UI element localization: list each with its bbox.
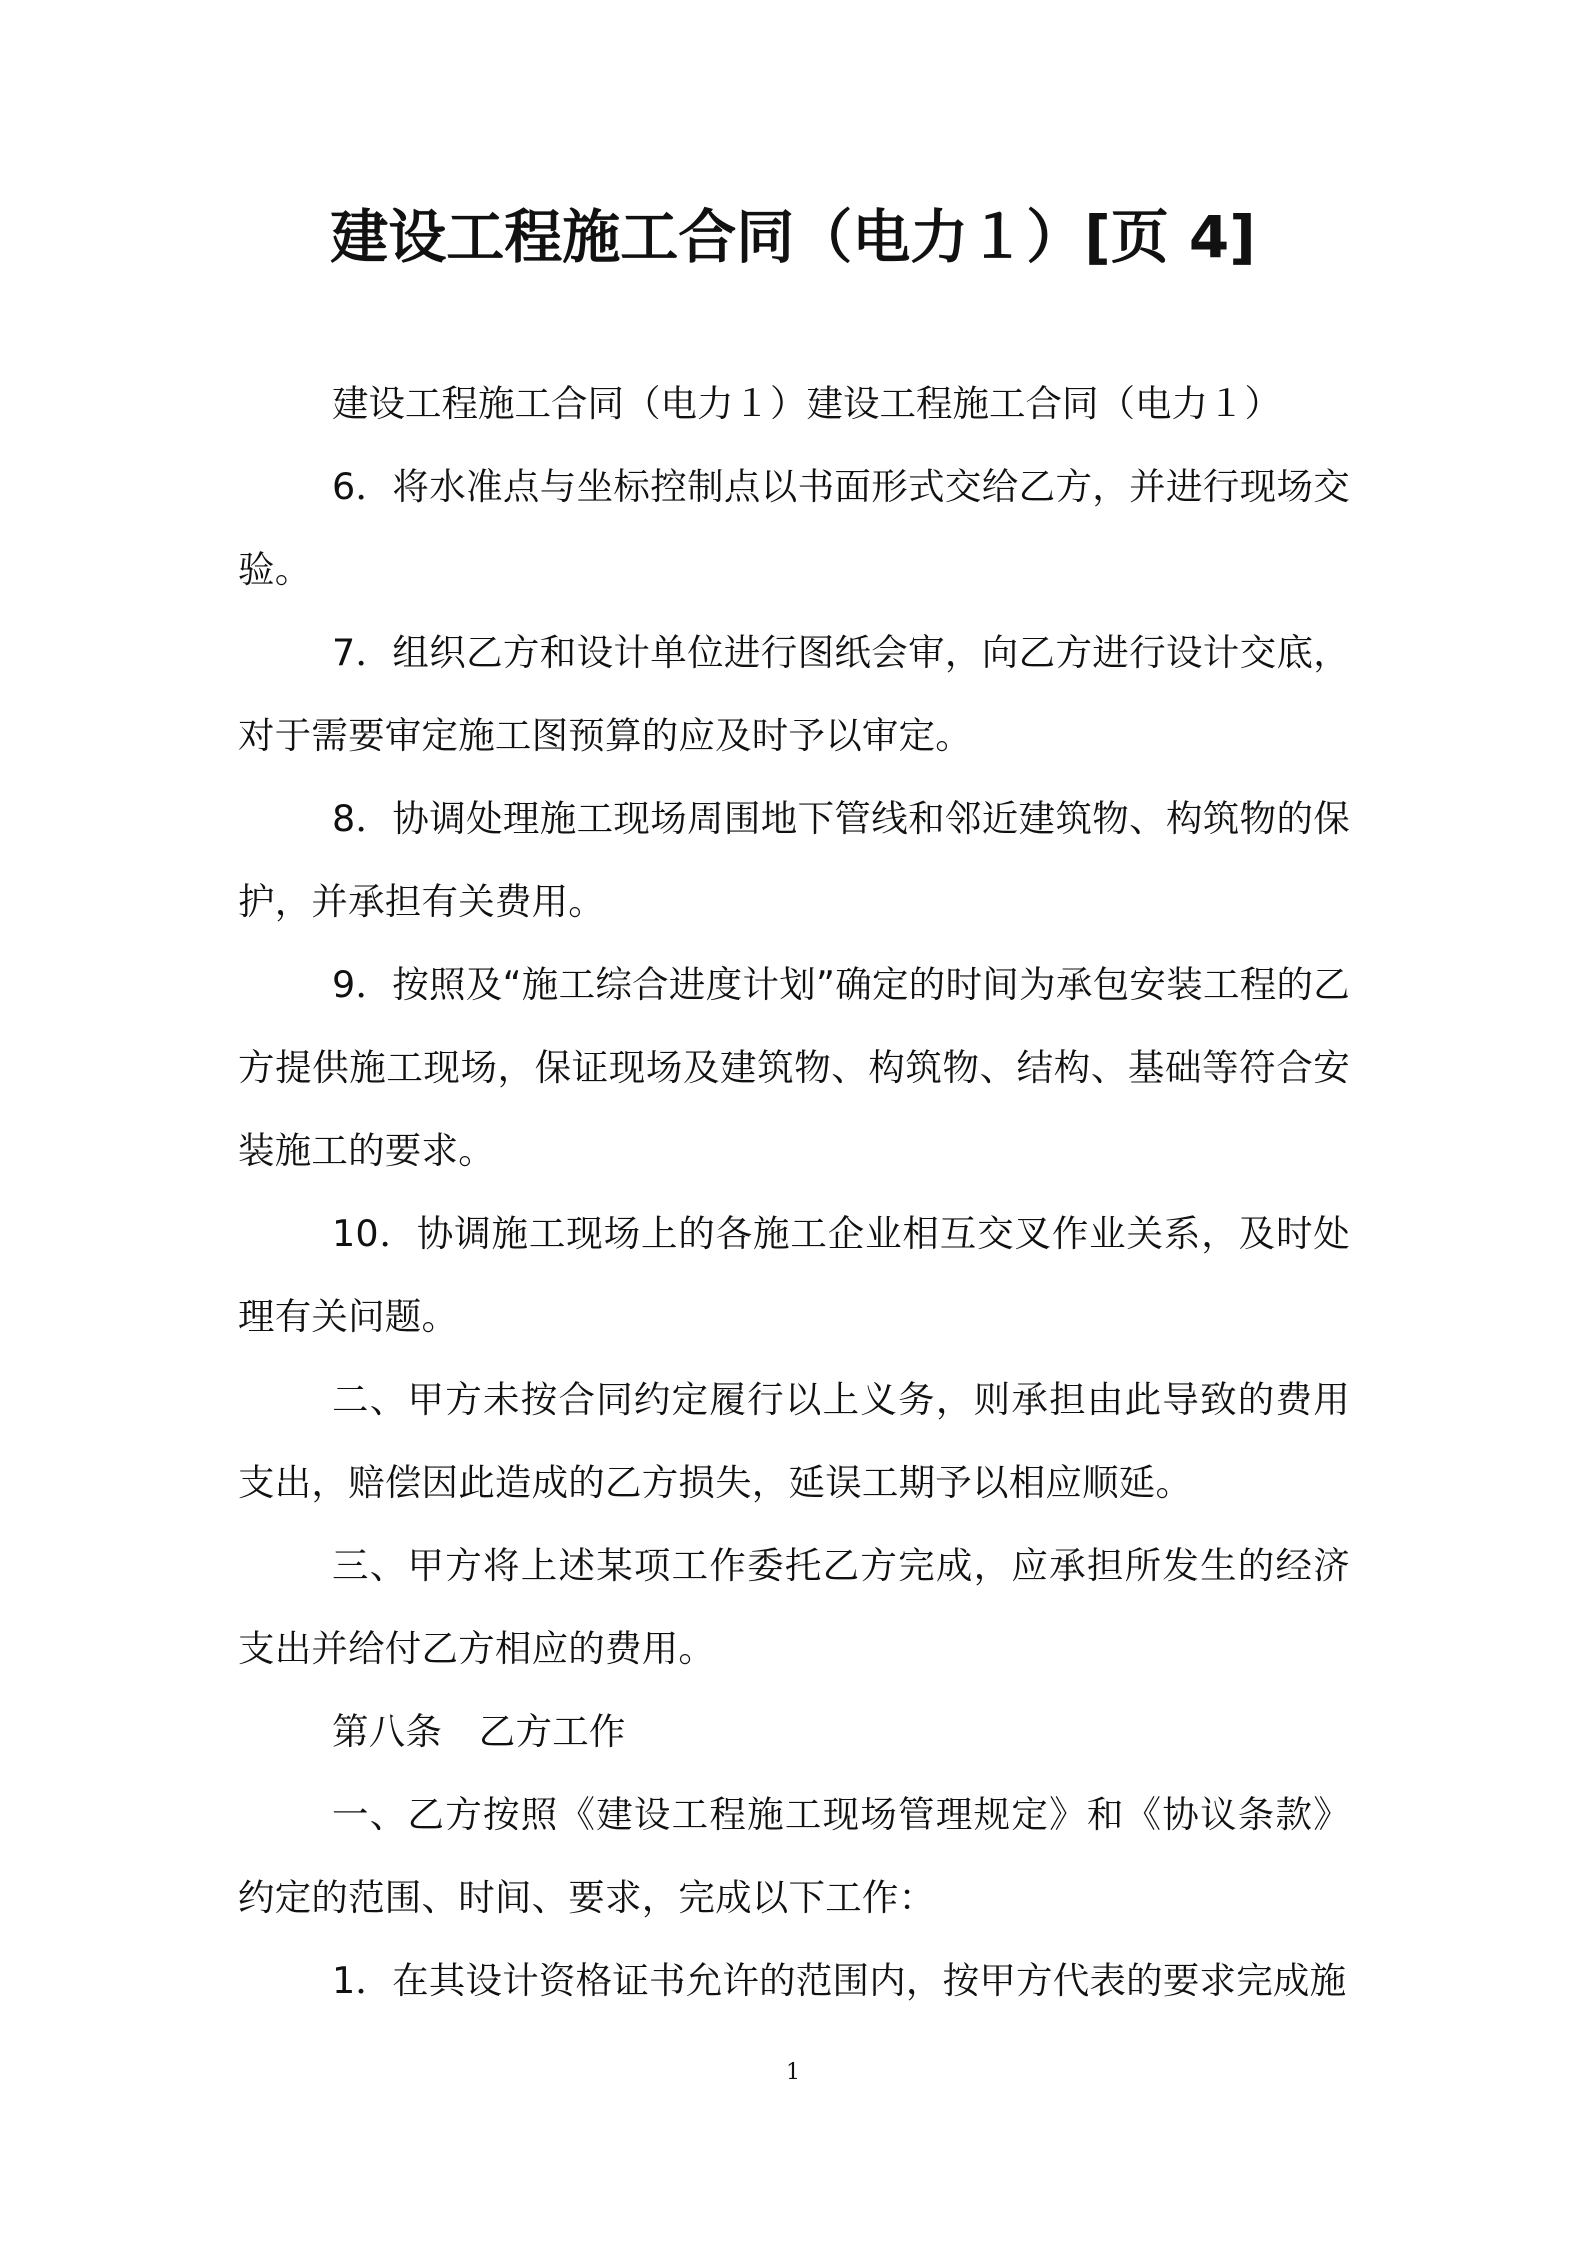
paragraph-8: 三、甲方将上述某项工作委托乙方完成，应承担所发生的经济支出并给付乙方相应的费用。 [238,1544,1350,1670]
paragraph-4: 8．协调处理施工现场周围地下管线和邻近建筑物、构筑物的保护，并承担有关费用。 [238,797,1350,923]
paragraph-2: 6．将水准点与坐标控制点以书面形式交给乙方，并进行现场交验。 [238,465,1350,591]
section-heading: 第八条 乙方工作 [332,1710,626,1753]
paragraph-5: 9．按照及“施工综合进度计划”确定的时间为承包安装工程的乙方提供施工现场，保证现场及建筑物、构筑物、结构、基础等符合安装施工的要求。 [238,963,1350,1172]
document-title: 建设工程施工合同（电力１）[页 4] [330,203,1256,271]
paragraph-10: 一、乙方按照《建设工程施工现场管理规定》和《协议条款》约定的范围、时间、要求，完成以下工作： [238,1793,1350,1919]
document-body [238,362,1350,2022]
paragraph-11: 1．在其设计资格证书允许的范围内，按甲方代表的要求完成施 [332,1959,1347,2002]
paragraph-3: 7．组织乙方和设计单位进行图纸会审，向乙方进行设计交底，对于需要审定施工图预算的应及时予以审定。 [238,631,1350,757]
paragraph-7: 二、甲方未按合同约定履行以上义务，则承担由此导致的费用支出，赔偿因此造成的乙方损失，延误工期予以相应顺延。 [238,1378,1350,1504]
paragraph-1: 建设工程施工合同（电力１）建设工程施工合同（电力１） [332,382,1281,425]
page-number: 1 [786,2060,800,2085]
paragraph-6: 10．协调施工现场上的各施工企业相互交叉作业关系，及时处理有关问题。 [238,1212,1350,1338]
